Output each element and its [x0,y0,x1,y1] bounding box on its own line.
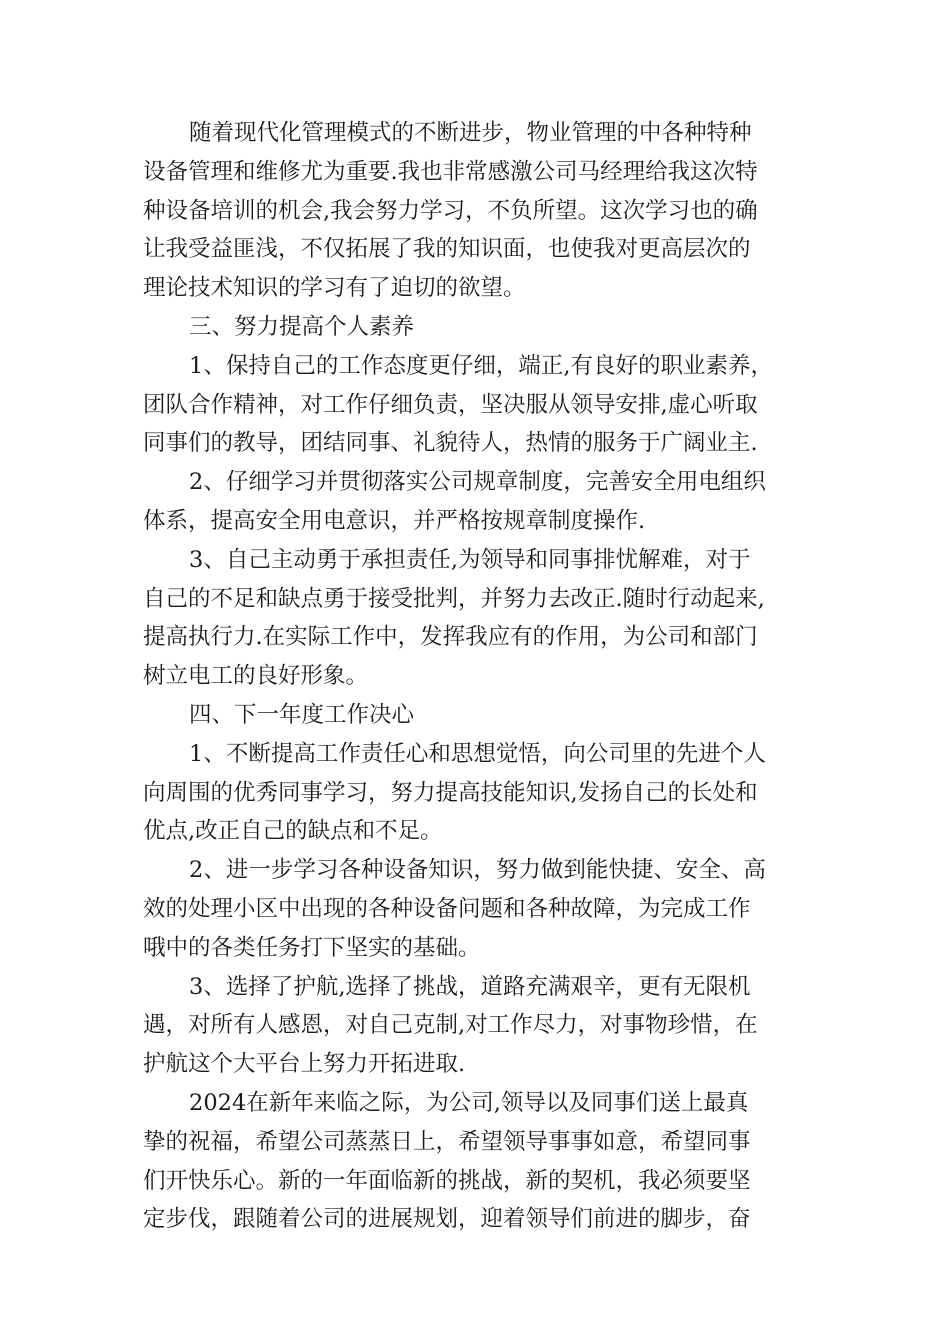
paragraph-line: 向周围的优秀同事学习，努力提高技能知识,发扬自己的长处和 [143,779,758,806]
paragraph-line: 遇，对所有人感恩，对自己克制,对工作尽力，对事物珍惜，在 [143,1012,758,1039]
paragraph-line: 护航这个大平台上努力开拓进取. [143,1051,466,1078]
paragraph-line: 自己的不足和缺点勇于接受批判，并努力去改正.随时行动起来, [143,585,765,612]
paragraph-line: 们开快乐心。新的一年面临新的挑战，新的契机，我必须要坚 [143,1167,751,1194]
paragraph-line: 效的处理小区中出现的各种设备问题和各种故障，为完成工作 [143,895,751,922]
paragraph-line: 同事们的教导，团结同事、礼貌待人，热情的服务于广阔业主. [143,430,758,457]
paragraph-first-line: 2、仔细学习并贯彻落实公司规章制度，完善安全用电组织 [189,469,766,496]
paragraph-first-line: 随着现代化管理模式的不断进步，物业管理的中各种特种 [189,120,752,146]
paragraph-line: 种设备培训的机会,我会努力学习，不负所望。这次学习也的确 [143,197,758,224]
paragraph-first-line: 1、不断提高工作责任心和思想觉悟，向公司里的先进个人 [189,740,766,767]
paragraph-first-line: 2024在新年来临之际，为公司,领导以及同事们送上最真 [189,1089,749,1116]
paragraph-line: 优点,改正自己的缺点和不足。 [143,818,443,845]
paragraph-first-line: 3、自己主动勇于承担责任,为领导和同事排忧解难，对于 [189,546,751,573]
paragraph-line: 设备管理和维修尤为重要.我也非常感激公司马经理给我这次特 [143,158,758,185]
paragraph-line: 挚的祝福，希望公司蒸蒸日上，希望领导事事如意，希望同事 [143,1128,751,1155]
paragraph-first-line: 3、选择了护航,选择了挑战，道路充满艰辛，更有无限机 [189,973,751,1000]
paragraph-line: 理论技术知识的学习有了迫切的欲望。 [143,275,526,302]
paragraph-first-line: 1、保持自己的工作态度更仔细，端正,有良好的职业素养， [189,352,773,379]
paragraph-line: 提高执行力.在实际工作中，发挥我应有的作用，为公司和部门 [143,624,758,651]
paragraph-line: 让我受益匪浅，不仅拓展了我的知识面，也使我对更高层次的 [143,236,751,263]
paragraph-first-line: 三、努力提高个人素养 [189,313,415,340]
paragraph-line: 树立电工的良好形象。 [143,663,369,690]
paragraph-first-line: 2、进一步学习各种设备知识，努力做到能快捷、安全、高 [189,857,766,884]
paragraph-line: 团队合作精神，对工作仔细负责，坚决服从领导安排,虚心听取 [143,391,758,418]
paragraph-line: 哦中的各类任务打下坚实的基础。 [143,934,481,961]
document-body [143,114,813,1239]
paragraph-line: 体系，提高安全用电意识，并严格按规章制度操作. [143,507,646,534]
paragraph-first-line: 四、下一年度工作决心 [189,701,415,728]
paragraph-line: 定步伐，跟随着公司的进展规划，迎着领导们前进的脚步，奋 [143,1206,751,1233]
